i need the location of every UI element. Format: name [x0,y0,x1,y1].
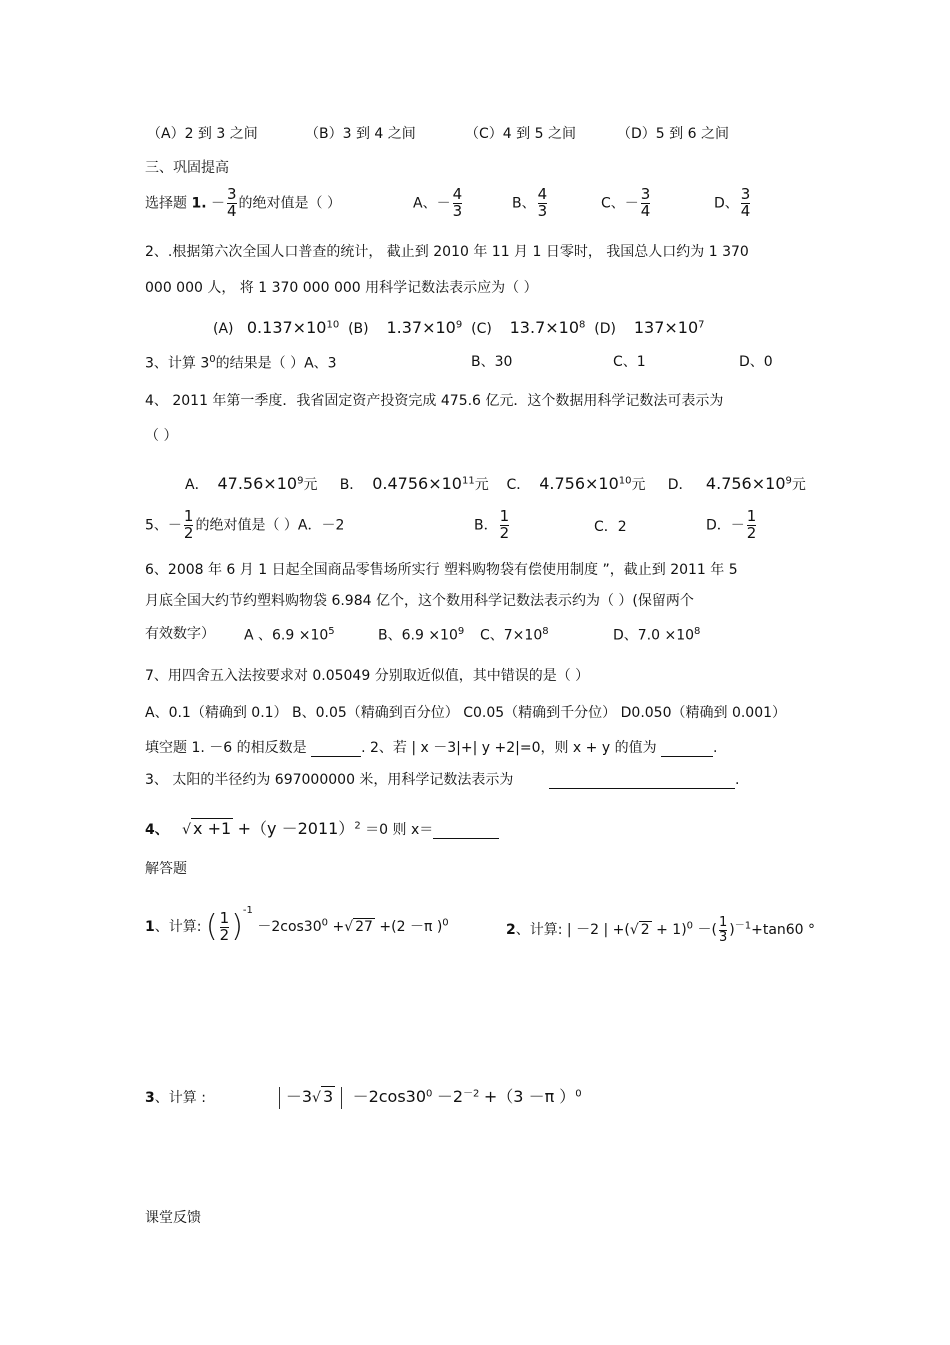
question-2-line1: 2、.根据第六次全国人口普查的统计， 截止到 2010 年 11 月 1 日零时， 我国总人口约为 1 370 [145,244,749,260]
fill-question-3: 3、 太阳的半径约为 697000000 米，用科学记数法表示为 . [145,772,740,788]
q5-option-d: D．－ $\frac{1}{2}$ [706,507,757,542]
option-a-range: （A）2 到 3 之间 [147,126,258,142]
q1-option-a: A、－ $\frac{4}{3}$ [413,185,463,220]
question-1: 选择题 1. － $\frac{3}{4}$ 的绝对值是（ ） [145,185,341,220]
question-4-line2: （ ） [145,428,178,444]
question-4-line1: 4、 2011 年第一季度．我省固定资产投资完成 475.6 亿元．这个数据用科学记数法可表示为 [145,393,724,409]
q2-options: (A) $0.137\times 10^{10}$ (B) $1.37\times 10^9$ (C) $13.7\times 10^8$ (D) $137\times 10^7$ [213,318,705,337]
q3-option-b: B、30 [471,354,513,370]
option-b-range: （B）3 到 4 之间 [305,126,416,142]
question-6-line3: 有效数字） [145,626,215,642]
q3-option-c: C、1 [613,354,646,370]
solve-problem-3: 3、计算 : －3√ $3 -2\cos 30^0 -2^{-2} +(3 -\pi$ ）$^0$ [145,1086,582,1109]
question-5: 5、－ $\frac{1}{2}$ 的绝对值是（ ）A．－2 [145,507,345,542]
option-c-range: （C）4 到 5 之间 [465,126,576,142]
q1-option-d: D、 $\frac{3}{4}$ [714,185,751,220]
solve-problem-1: 1、计算: ( $\frac{1}{2}$ )$^{-1} -2\cos 30^0$ +√ 27 +(2 －π )$^0$ [145,905,449,944]
section-title: 三、巩固提高 [145,160,229,176]
q6-option-a: A 、$6.9 \times 10^5$ [244,626,335,644]
q6-option-d: D、$7.0 \times 10^8$ [613,626,701,644]
q4-options: A． $47.56\times 10^9$元 B． $0.4756\times 10^{11}$元 C． $4.756\times 10^{10}$元 D． $4.756\times 10^9$元 [185,474,806,493]
q5-option-b: B． $\frac{1}{2}$ [474,507,510,542]
question-7-line2: A、0.1（精确到 0.1） B、0.05（精确到百分位） C0.05（精确到千分位） D0.050（精确到 0.001） [145,705,787,721]
q1-option-c: C、－ $\frac{3}{4}$ [601,185,651,220]
option-d-range: （D）5 到 6 之间 [617,126,729,142]
question-7-line1: 7、用四舍五入法按要求对 0.05049 分别取近似值，其中错误的是（ ） [145,668,590,684]
q6-option-b: B、$6.9 \times 10^9$ [378,626,465,644]
question-2-line2: 000 000 人， 将 1 370 000 000 用科学记数法表示应为（ ） [145,280,538,296]
question-6-line2: 月底全国大约节约塑料购物袋 6.984 亿个，这个数用科学记数法表示约为（ ）(保留两个 [145,593,694,609]
solve-problem-2: 2、计算: | －2 | +(√ 2 + 1)$^0$ －( $\frac{1}{3}$ )$^{-1}$+tan60 ° [506,915,816,945]
fill-question-4: 4、 √ $x +1 +(y -2011)^2 =0$ 则 x＝ [145,818,499,839]
solve-section-title: 解答题 [145,861,187,877]
question-6-line1: 6、2008 年 6 月 1 日起全国商品零售场所实行 塑料购物袋有偿使用制度 ”，截止到 2011 年 5 [145,562,738,578]
q1-option-b: B、 $\frac{4}{3}$ [512,185,548,220]
feedback-title: 课堂反馈 [145,1210,201,1226]
q5-option-c: C．2 [594,519,627,535]
q3-option-d: D、0 [739,354,773,370]
fill-question-1-2: 填空题 1. －6 的相反数是 . 2、若 | x －3|+| y +2|=0，则 x + y 的值为 . [145,740,718,756]
question-3: 3、计算 $3^0$的结果是（ ）A、3 [145,354,337,372]
q6-option-c: C、$7\times 10^8$ [480,626,549,644]
